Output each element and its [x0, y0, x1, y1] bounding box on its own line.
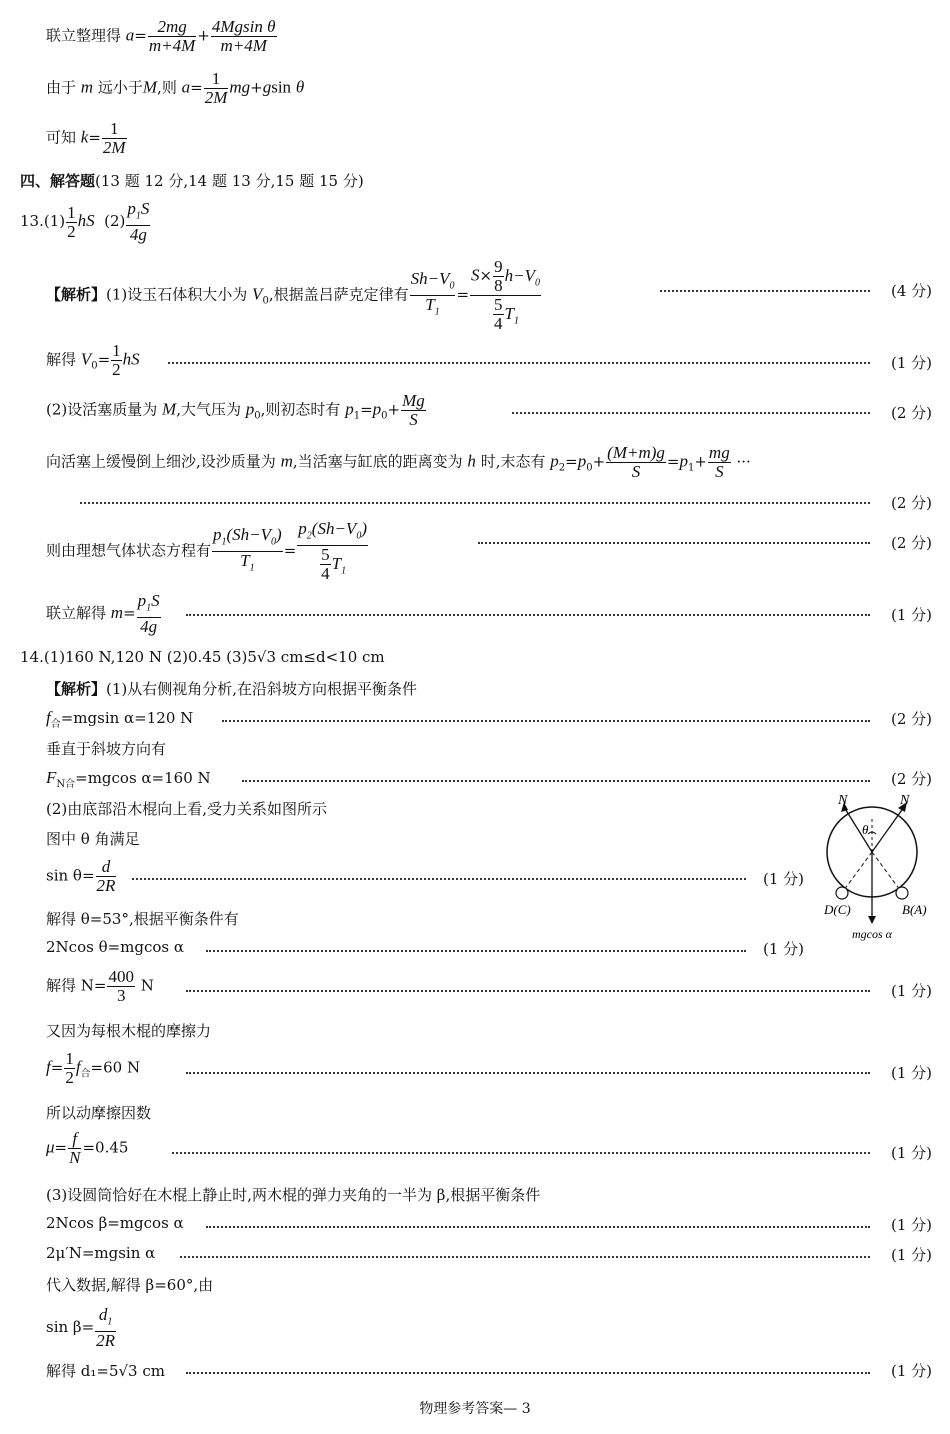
- score: (1 分): [890, 1064, 932, 1082]
- q14-theta-intro: 图中 θ 角满足: [46, 830, 140, 848]
- dot-leader: [132, 878, 746, 880]
- score: (1 分): [890, 982, 932, 1000]
- line-combine-result: 联立整理得 a= $\frac{2mg}{m+4M}$ + $\frac{\text{4Mgsin θ}}{m+4M}$: [46, 17, 276, 55]
- q14-sin-theta: sin θ= $\frac{d}{2R}$: [46, 857, 116, 895]
- dot-leader: [242, 780, 870, 782]
- score: (1 分): [890, 1246, 932, 1264]
- score: (2 分): [890, 770, 932, 788]
- dot-leader: [206, 1226, 870, 1228]
- q14-balance-n: 2Ncos θ=mgcos α: [46, 938, 185, 956]
- q14-f-total: $f_合=mgsin$ α=120 N: [46, 708, 194, 730]
- dot-leader: [168, 362, 870, 364]
- q13-part2-intro: (2)设活塞质量为 M,大气压为 $p_0$,则初态时有 $p_1=p_0+$ $\frac{Mg}{S}$: [46, 391, 425, 429]
- q14-part3-intro: (3)设圆筒恰好在木棍上静止时,两木棍的弹力夹角的一半为 β,根据平衡条件: [46, 1186, 541, 1204]
- line-m-much-less: 由于 m 远小于M,则 a= $\frac{1}{2M}$ mg+gsin θ: [46, 69, 305, 107]
- q14-friction-balance: 2μ′N=mgsin α: [46, 1244, 156, 1262]
- dot-leader: [660, 290, 870, 292]
- dot-leader: [206, 950, 746, 952]
- q14-beta-result: 代入数据,解得 β=60°,由: [46, 1276, 214, 1294]
- q13-analysis-1: 【解析】(1)设玉石体积大小为 $V_0$,根据盖吕萨克定律有 $\frac{Sh-V_0}{T_1}$ = S× $\frac{9}{8}$ $h-V_0$ $\frac{5}{4}$ $T_1$: [46, 257, 540, 333]
- q13-answer: 13.(1) $\frac{1}{2}$ hS (2) $\frac{p_1S}{4g}$: [20, 199, 150, 245]
- q13-result-m: 联立解得 m= $\frac{p_1S}{4g}$: [46, 591, 160, 637]
- score: (1 分): [890, 1216, 932, 1234]
- q13-v0: 解得 $V_0=$ $\frac{1}{2}$ hS: [46, 341, 140, 379]
- section-title: 四、解答题(13 题 12 分,14 题 13 分,15 题 15 分): [20, 172, 364, 190]
- diagram-label-n-right: N: [900, 793, 910, 808]
- q14-theta-result: 解得 θ=53°,根据平衡条件有: [46, 910, 239, 928]
- dot-leader: [180, 1256, 870, 1258]
- score: (1 分): [762, 870, 804, 888]
- q14-fn-total: $F_{N合}=mgcos$ α=160 N: [46, 768, 211, 790]
- page-footer: 物理参考答案— 3: [419, 1401, 531, 1417]
- dot-leader: [186, 614, 870, 616]
- q13-final-state: 向活塞上缓慢倒上细沙,设沙质量为 m,当活塞与缸底的距离变为 h 时,末态有 $p_2=p_0+$ $\frac{(M+m)g}{S}$ $=p_1+$ $\frac{mg}{S}$ ···: [46, 443, 751, 481]
- dot-leader: [478, 542, 870, 544]
- q13-gas-equation: 则由理想气体状态方程有 $\frac{p_1(Sh-V_0)}{T_1}$ = $p_2(Sh-V_0)$ $\frac{5}{4}$ $T_1$: [46, 519, 367, 584]
- force-diagram: [812, 790, 942, 946]
- score: (2 分): [890, 404, 932, 422]
- diagram-label-theta: θ: [862, 822, 869, 837]
- q14-part2-intro: (2)由底部沿木棍向上看,受力关系如图所示: [46, 800, 328, 818]
- dot-leader: [186, 1072, 870, 1074]
- q14-analysis-1: 【解析】(1)从右侧视角分析,在沿斜坡方向根据平衡条件: [46, 680, 418, 698]
- q14-friction-value: f= $\frac{1}{2}$ $f_合=60$ N: [46, 1049, 141, 1087]
- dot-leader: [172, 1152, 870, 1154]
- dot-leader: [186, 990, 870, 992]
- dot-leader: [222, 720, 870, 722]
- q14-n-result: 解得 N= $\frac{400}{3}$ N: [46, 967, 154, 1005]
- diagram-label-n-left: N: [838, 793, 848, 808]
- q14-mu-intro: 所以动摩擦因数: [46, 1104, 152, 1122]
- score: (1 分): [890, 1362, 932, 1380]
- q14-sin-beta: sin β= $\frac{d_1}{2R}$: [46, 1305, 116, 1351]
- score: (1 分): [890, 354, 932, 372]
- q14-mu-value: μ= $\frac{f}{N}$ =0.45: [46, 1129, 129, 1167]
- q14-friction-intro: 又因为每根木棍的摩擦力: [46, 1022, 212, 1040]
- score: (2 分): [890, 710, 932, 728]
- dot-leader: [80, 502, 870, 504]
- q14-answer: 14.(1)160 N,120 N (2)0.45 (3)5√3 cm≤d<10 cm: [20, 648, 385, 666]
- q14-perp-intro: 垂直于斜坡方向有: [46, 740, 167, 758]
- dot-leader: [512, 412, 870, 414]
- score: (1 分): [762, 940, 804, 958]
- score: (4 分): [890, 282, 932, 300]
- q14-balance-beta: 2Ncos β=mgcos α: [46, 1214, 184, 1232]
- line-k-value: 可知 k= $\frac{1}{2M}$: [46, 119, 126, 157]
- dot-leader: [186, 1372, 870, 1374]
- q14-d1-result: 解得 d₁=5√3 cm: [46, 1362, 165, 1380]
- score: (1 分): [890, 606, 932, 624]
- diagram-label-dc: D(C): [824, 902, 851, 917]
- diagram-label-mg: mgcos α: [852, 927, 892, 941]
- score: (1 分): [890, 1144, 932, 1162]
- score: (2 分): [890, 494, 932, 512]
- score: (2 分): [890, 534, 932, 552]
- diagram-label-ba: B(A): [902, 902, 927, 917]
